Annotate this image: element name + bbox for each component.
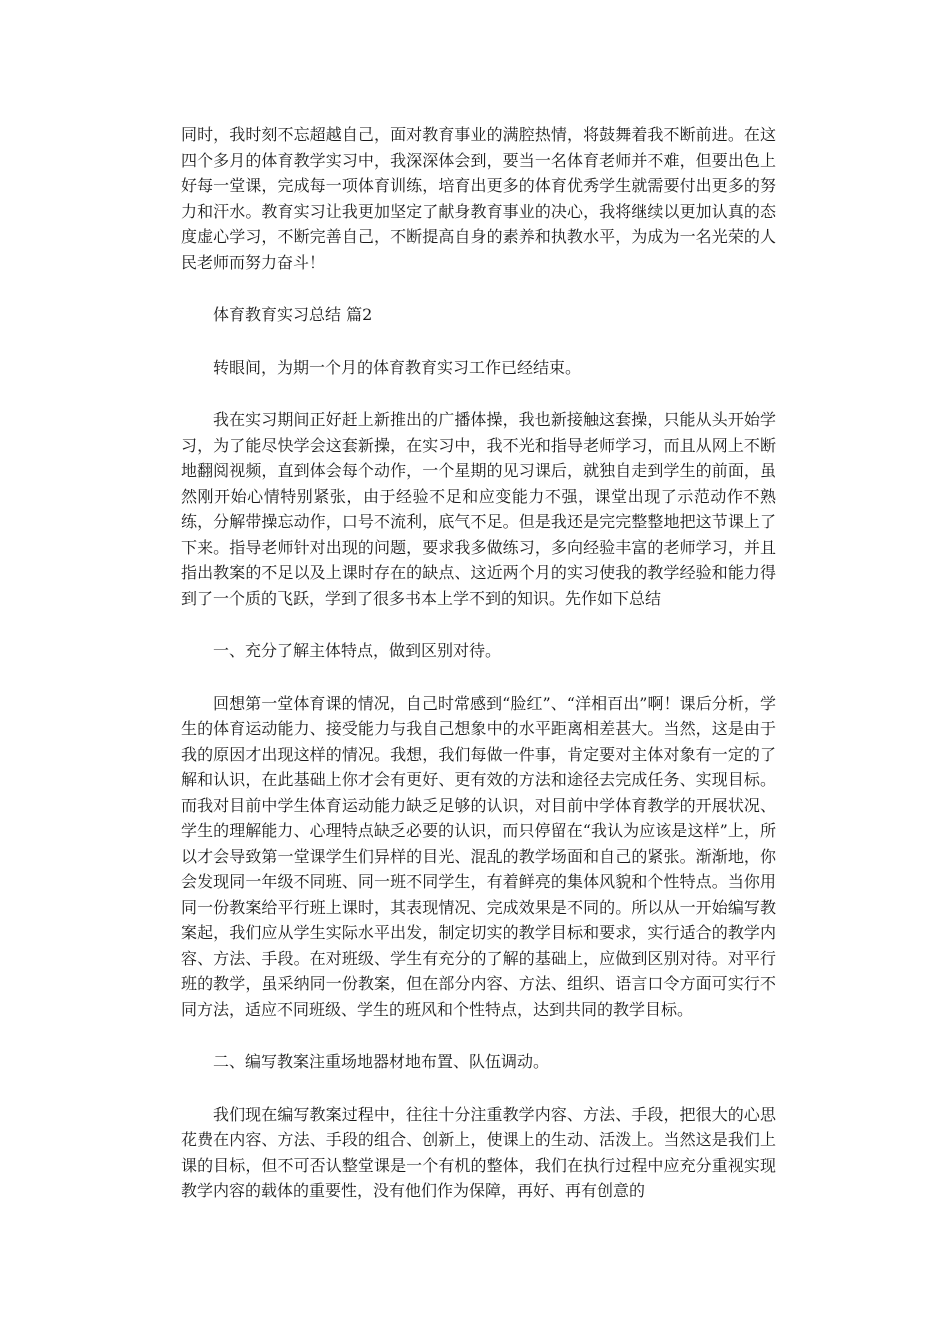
subheading-one: 一、充分了解主体特点，做到区别对待。 — [213, 641, 502, 660]
paragraph-reflection: 回想第一堂体育课的情况，自己时常感到“脸红”、“洋相百出”啊！课后分析，学生的体育运动能力、接受能力与我自己想象中的水平距离相差甚大。当然，这是由于我的原因才出现这样的情况。我想，我们每做一件事，肯定要对主体对象有一定的了解和认识，在此基础上你才会有更好、更有效的方法和途径去完成任务、实现目标。而我对目前中学生体育运动能力缺乏足够的认识，对目前中学体育教学的开展状况、学生的理解能力、心理特点缺乏必要的认识，而只停留在“我认为应该是这样”上，所以才会导致第一堂课学生们异样的目光、混乱的教学场面和自己的紧张。渐渐地，你会发现同一年级不同班、同一班不同学生，有着鲜亮的集体风貌和个性特点。当你用同一份教案给平行班上课时，其表现情况、完成效果是不同的。所以从一开始编写教案起，我们应从学生实际水平出发，制定切实的教学目标和要求，实行适合的教学内容、方法、手段。在对班级、学生有充分的了解的基础上，应做到区别对待。对平行班的教学，虽采纳同一份教案，但在部分内容、方法、组织、语言口令方面可实行不同方法，适应不同班级、学生的班风和个性特点，达到共同的教学目标。 — [181, 693, 776, 1019]
document-body — [181, 122, 776, 1231]
paragraph-experience: 我在实习期间正好赶上新推出的广播体操，我也新接触这套操，只能从头开始学习，为了能尽快学会这套新操，在实习中，我不光和指导老师学习，而且从网上不断地翻阅视频，直到体会每个动作，一个星期的见习课后，就独自走到学生的前面，虽然刚开始心情特别紧张，由于经验不足和应变能力不强，课堂出现了示范动作不熟练，分解带操忘动作，口号不流利，底气不足。但是我还是完完整整地把这节课上了下来。指导老师针对出现的问题，要求我多做练习，多向经验丰富的老师学习，并且指出教案的不足以及上课时存在的缺点、这近两个月的实习使我的教学经验和能力得到了一个质的飞跃，学到了很多书本上学不到的知识。先作如下总结 — [181, 410, 776, 608]
subheading-two: 二、编写教案注重场地器材地布置、队伍调动。 — [213, 1052, 550, 1071]
section-title: 体育教育实习总结 篇2 — [213, 305, 373, 324]
paragraph-closing: 同时，我时刻不忘超越自己，面对教育事业的满腔热情，将鼓舞着我不断前进。在这四个多月的体育教学实习中，我深深体会到，要当一名体育老师并不难，但要出色上好每一堂课，完成每一项体育训练，培育出更多的体育优秀学生就需要付出更多的努力和汗水。教育实习让我更加坚定了献身教育事业的决心，我将继续以更加认真的态度虚心学习，不断完善自己，不断提高自身的素养和执教水平，为成为一名光荣的人民老师而努力奋斗！ — [181, 125, 776, 272]
paragraph-intro: 转眼间，为期一个月的体育教育实习工作已经结束。 — [213, 357, 582, 377]
paragraph-lesson-plan: 我们现在编写教案过程中，往往十分注重教学内容、方法、手段，把很大的心思花费在内容、方法、手段的组合、创新上，使课上的生动、活泼上。当然这是我们上课的目标，但不可否认整堂课是一个有机的整体，我们在执行过程中应充分重视实现教学内容的载体的重要性，没有他们作为保障，再好、再有创意的 — [181, 1104, 776, 1200]
